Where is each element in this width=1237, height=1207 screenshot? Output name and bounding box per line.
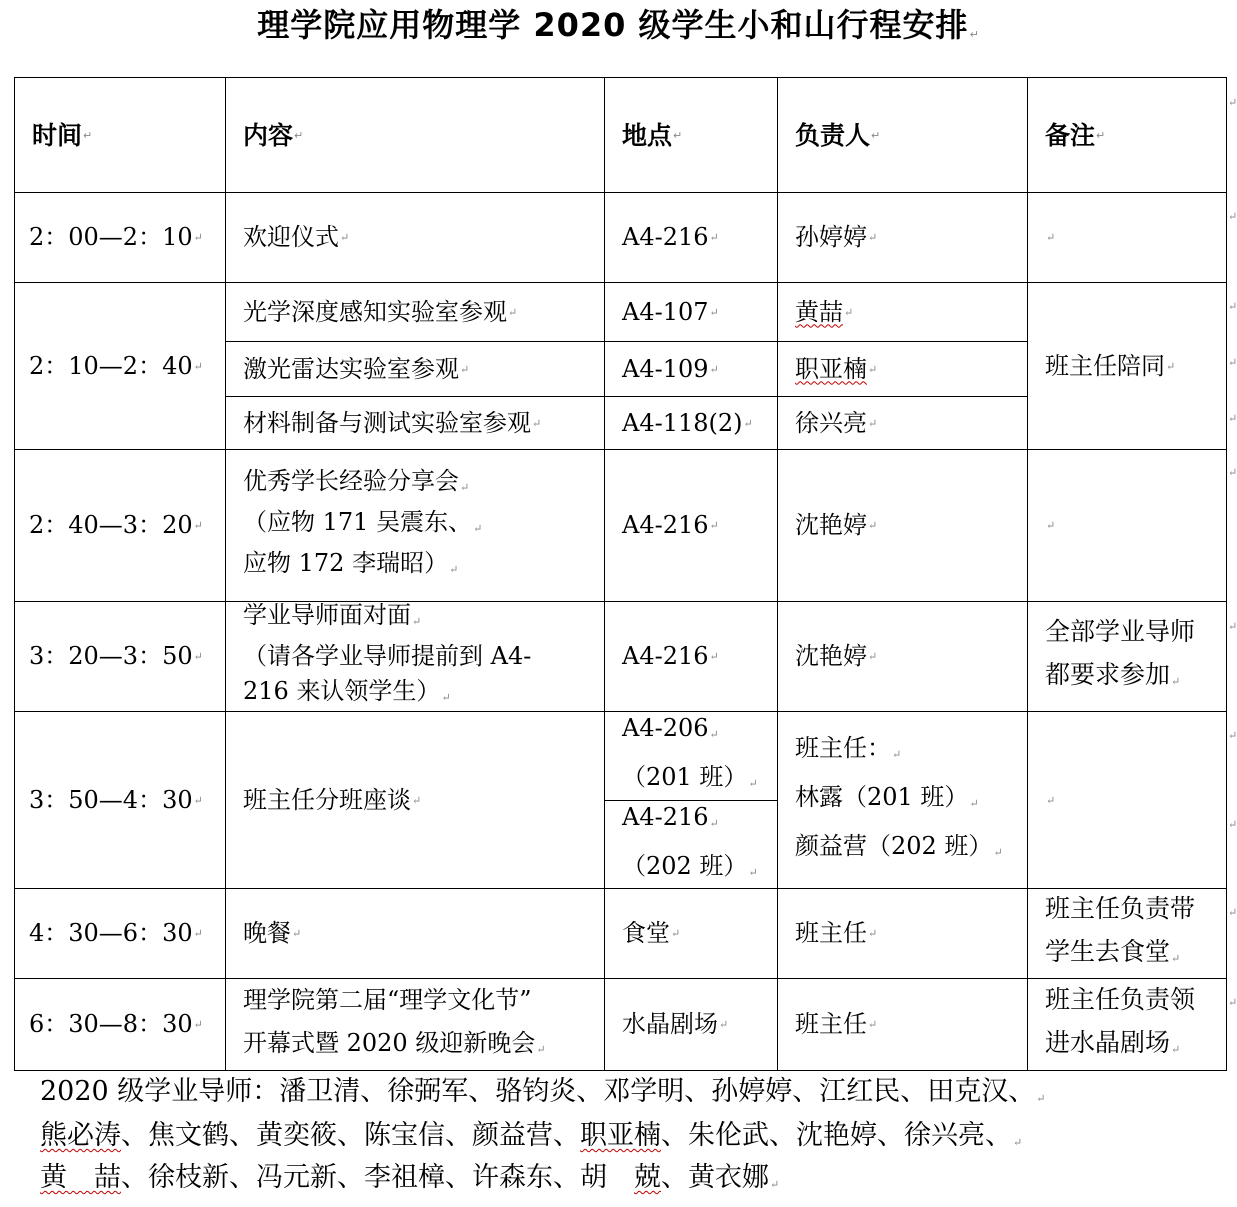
row2-item3-content: 材料制备与测试实验室参观 ↵ xyxy=(243,408,542,437)
row4-time: 3：20—3：50 ↵ xyxy=(29,642,203,670)
row-end-mark-icon: ↵ xyxy=(1228,210,1237,223)
row1-note: ↵ xyxy=(1046,231,1056,244)
row2-item2-content: 激光雷达实验室参观 ↵ xyxy=(243,354,470,383)
row-end-mark-icon: ↵ xyxy=(1228,466,1237,479)
row2-item1-location: A4-107 ↵ xyxy=(622,297,719,326)
row2-item3-person: 徐兴亮 ↵ xyxy=(795,408,878,437)
row7-location: 水晶剧场 ↵ xyxy=(622,1010,729,1038)
row-end-mark-icon: ↵ xyxy=(1228,96,1237,109)
page-title: 理学院应用物理学 2020 级学生小和山行程安排↵ xyxy=(257,6,980,44)
row-end-mark-icon: ↵ xyxy=(1228,300,1237,313)
row6-location: 食堂 ↵ xyxy=(622,919,681,947)
header-location: 地点 ↵ xyxy=(622,120,683,150)
row-end-mark-icon: ↵ xyxy=(1228,996,1237,1009)
row-end-mark-icon: ↵ xyxy=(1228,412,1237,425)
paragraph-mark-icon: ↵ xyxy=(969,28,980,41)
row-end-mark-icon: ↵ xyxy=(1228,356,1237,369)
row2-item3-location: A4-118(2) ↵ xyxy=(622,408,753,437)
row3-note: ↵ xyxy=(1046,519,1056,532)
row7-time: 6：30—8：30 ↵ xyxy=(29,1010,203,1038)
row3-time: 2：40—3：20 ↵ xyxy=(29,511,203,539)
row3-location: A4-216 ↵ xyxy=(622,511,719,539)
row2-item1-person: 黄喆 ↵ xyxy=(795,297,854,326)
row5-time: 3：50—4：30 ↵ xyxy=(29,785,203,814)
header-time: 时间 ↵ xyxy=(32,120,93,150)
row-end-mark-icon: ↵ xyxy=(1228,818,1237,831)
header-person: 负责人 ↵ xyxy=(795,120,881,150)
row5-note: ↵ xyxy=(1046,793,1056,807)
row2-item1-content: 光学深度感知实验室参观 ↵ xyxy=(243,297,518,326)
row4-note: 全部学业导师 都要求参加↵ xyxy=(1045,617,1196,689)
row4-location: A4-216 ↵ xyxy=(622,642,719,670)
row-end-mark-icon: ↵ xyxy=(1228,620,1237,633)
row3-person: 沈艳婷 ↵ xyxy=(795,511,878,539)
header-note: 备注 ↵ xyxy=(1045,120,1106,150)
row6-content: 晚餐 ↵ xyxy=(243,919,302,947)
row3-content: 优秀学长经验分享会↵ （应物 171 吴震东、↵ 应物 172 李瑞昭）↵ xyxy=(243,467,483,577)
row6-note: 班主任负责带 学生去食堂↵ xyxy=(1045,894,1196,966)
row6-time: 4：30—6：30 ↵ xyxy=(29,919,203,947)
row4-person: 沈艳婷 ↵ xyxy=(795,642,878,670)
row5-location-2: A4-216↵ （202 班）↵ xyxy=(622,802,758,880)
row7-person: 班主任 ↵ xyxy=(795,1010,878,1038)
row7-note: 班主任负责领 进水晶剧场↵ xyxy=(1045,985,1196,1057)
row5-person: 班主任：↵ 林露（201 班）↵ 颜益营（202 班）↵ xyxy=(795,733,1003,860)
row2-note: 班主任陪同 ↵ xyxy=(1045,351,1176,380)
row7-content: 理学院第二届“理学文化节” 开幕式暨 2020 级迎新晚会↵ xyxy=(243,985,546,1057)
row2-item2-location: A4-109 ↵ xyxy=(622,354,719,383)
header-content: 内容 ↵ xyxy=(243,120,304,150)
advisors-line-2: 熊必涛、焦文鹤、黄奕筱、陈宝信、颜益营、职亚楠、朱伦武、沈艳婷、徐兴亮、↵ xyxy=(40,1120,1023,1151)
row2-item2-person: 职亚楠 ↵ xyxy=(795,354,878,383)
advisors-line-3: 黄 喆、徐枝新、冯元新、李祖樟、许森东、胡 兢、黄衣娜↵ xyxy=(40,1162,780,1193)
row-end-mark-icon: ↵ xyxy=(1228,729,1237,742)
row1-time: 2：00—2：10 ↵ xyxy=(29,223,203,251)
advisors-line-1: 2020 级学业导师：潘卫清、徐弼军、骆钧炎、邓学明、孙婷婷、江红民、田克汉、↵ xyxy=(40,1076,1046,1107)
row4-content: 学业导师面对面↵ （请各学业导师提前到 A4- 216 来认领学生）↵ xyxy=(243,601,532,705)
row2-time: 2：10—2：40 ↵ xyxy=(29,351,203,380)
row1-person: 孙婷婷 ↵ xyxy=(795,223,878,251)
row1-location: A4-216 ↵ xyxy=(622,223,719,251)
row6-person: 班主任 ↵ xyxy=(795,919,878,947)
row1-content: 欢迎仪式 ↵ xyxy=(243,223,350,251)
row5-location-1: A4-206↵ （201 班）↵ xyxy=(622,714,758,791)
row-end-mark-icon: ↵ xyxy=(1228,906,1237,919)
row5-content: 班主任分班座谈 ↵ xyxy=(243,785,422,814)
